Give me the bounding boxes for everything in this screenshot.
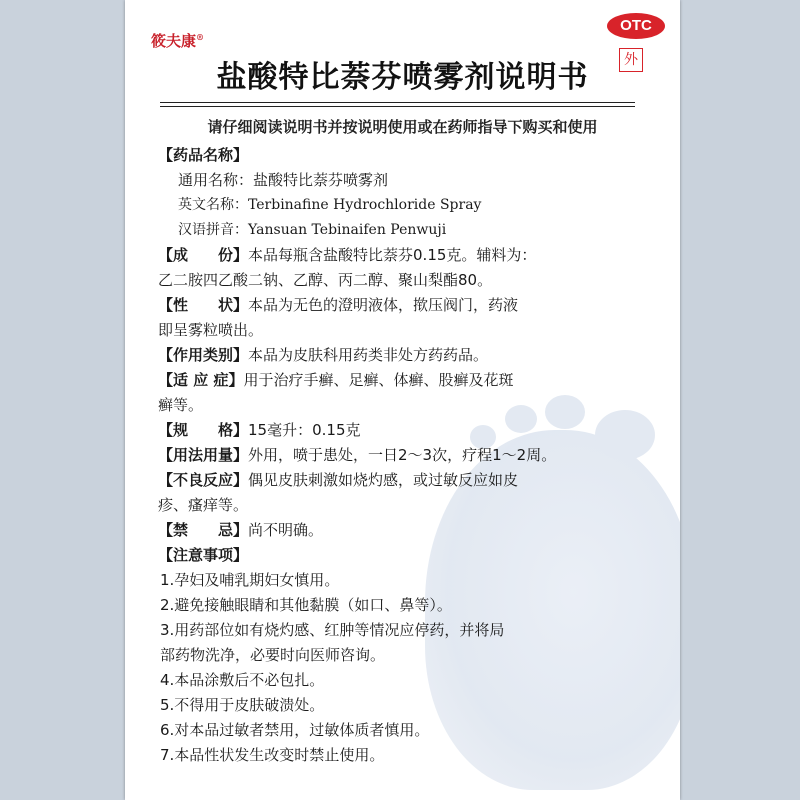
section-contraindications <box>158 518 643 543</box>
section-text-continued: 乙二胺四乙酸二钠、乙醇、丙二醇、聚山梨酯80。 <box>158 271 493 289</box>
section-text: 本品为皮肤科用药类非处方药药品。 <box>248 346 489 364</box>
precaution-item: 7.本品性状发生改变时禁止使用。 <box>160 746 385 764</box>
section-dosage <box>158 443 643 468</box>
common-name: 通用名称：盐酸特比萘芬喷雾剂 <box>178 171 389 189</box>
section-properties <box>158 293 643 318</box>
page-title: 盐酸特比萘芬喷雾剂说明书 <box>216 60 589 95</box>
section-label: 【不良反应】 <box>158 471 249 489</box>
section-text: 用于治疗手癣、足癣、体癣、股癣及花斑 <box>243 371 514 389</box>
section-text: 15毫升：0.15克 <box>248 421 361 439</box>
precaution-item: 部药物洗净，必要时向医师咨询。 <box>160 646 386 664</box>
precaution-item: 4.本品涂敷后不必包扎。 <box>160 671 325 689</box>
section-label-precautions: 【注意事项】 <box>158 546 249 564</box>
section-label: 【作用类别】 <box>158 346 249 364</box>
section-text-continued: 癣等。 <box>158 396 204 414</box>
section-text: 本品为无色的澄明液体，揿压阀门，药液 <box>248 296 519 314</box>
section-category <box>158 343 643 368</box>
english-name: 英文名称：Terbinafine Hydrochloride Spray <box>178 197 482 213</box>
divider <box>160 106 635 107</box>
divider <box>160 102 635 103</box>
section-label: 【性 状】 <box>158 296 249 314</box>
section-label: 【禁 忌】 <box>158 521 249 539</box>
section-specification <box>158 418 643 443</box>
section-adverse-reactions <box>158 468 643 493</box>
precaution-item: 1.孕妇及哺乳期妇女慎用。 <box>160 571 340 589</box>
precaution-item: 3.用药部位如有烧灼感、红肿等情况应停药，并将局 <box>160 621 505 639</box>
section-ingredients <box>158 243 643 268</box>
precaution-item: 5.不得用于皮肤破溃处。 <box>160 696 325 714</box>
section-label-drug-name: 【药品名称】 <box>158 146 249 164</box>
section-text: 外用，喷于患处，一日2～3次，疗程1～2周。 <box>248 446 557 464</box>
section-text: 本品每瓶含盐酸特比萘芬0.15克。辅料为： <box>248 246 537 264</box>
section-label: 【用法用量】 <box>158 446 249 464</box>
section-text: 尚不明确。 <box>248 521 324 539</box>
section-label: 【成 份】 <box>158 246 249 264</box>
leaflet-page <box>125 0 680 800</box>
section-label: 【规 格】 <box>158 421 249 439</box>
brand-logo: 筱夫康® <box>151 32 205 50</box>
leaflet-content <box>158 143 643 768</box>
section-text-continued: 疹、瘙痒等。 <box>158 496 249 514</box>
section-label: 【适 应 症】 <box>158 371 244 389</box>
section-indications <box>158 368 643 393</box>
otc-badge: OTC <box>607 13 665 39</box>
section-text-continued: 即呈雾粒喷出。 <box>158 321 264 339</box>
precaution-item: 6.对本品过敏者禁用，过敏体质者慎用。 <box>160 721 430 739</box>
precaution-item: 2.避免接触眼睛和其他黏膜（如口、鼻等）。 <box>160 596 452 614</box>
precautions-list <box>158 568 643 768</box>
pinyin-name: 汉语拼音：Yansuan Tebinaifen Penwuji <box>178 222 447 238</box>
external-use-badge: 外 <box>619 48 643 72</box>
page-subtitle: 请仔细阅读说明书并按说明使用或在药师指导下购买和使用 <box>207 118 598 136</box>
section-text: 偶见皮肤刺激如烧灼感，或过敏反应如皮 <box>248 471 519 489</box>
